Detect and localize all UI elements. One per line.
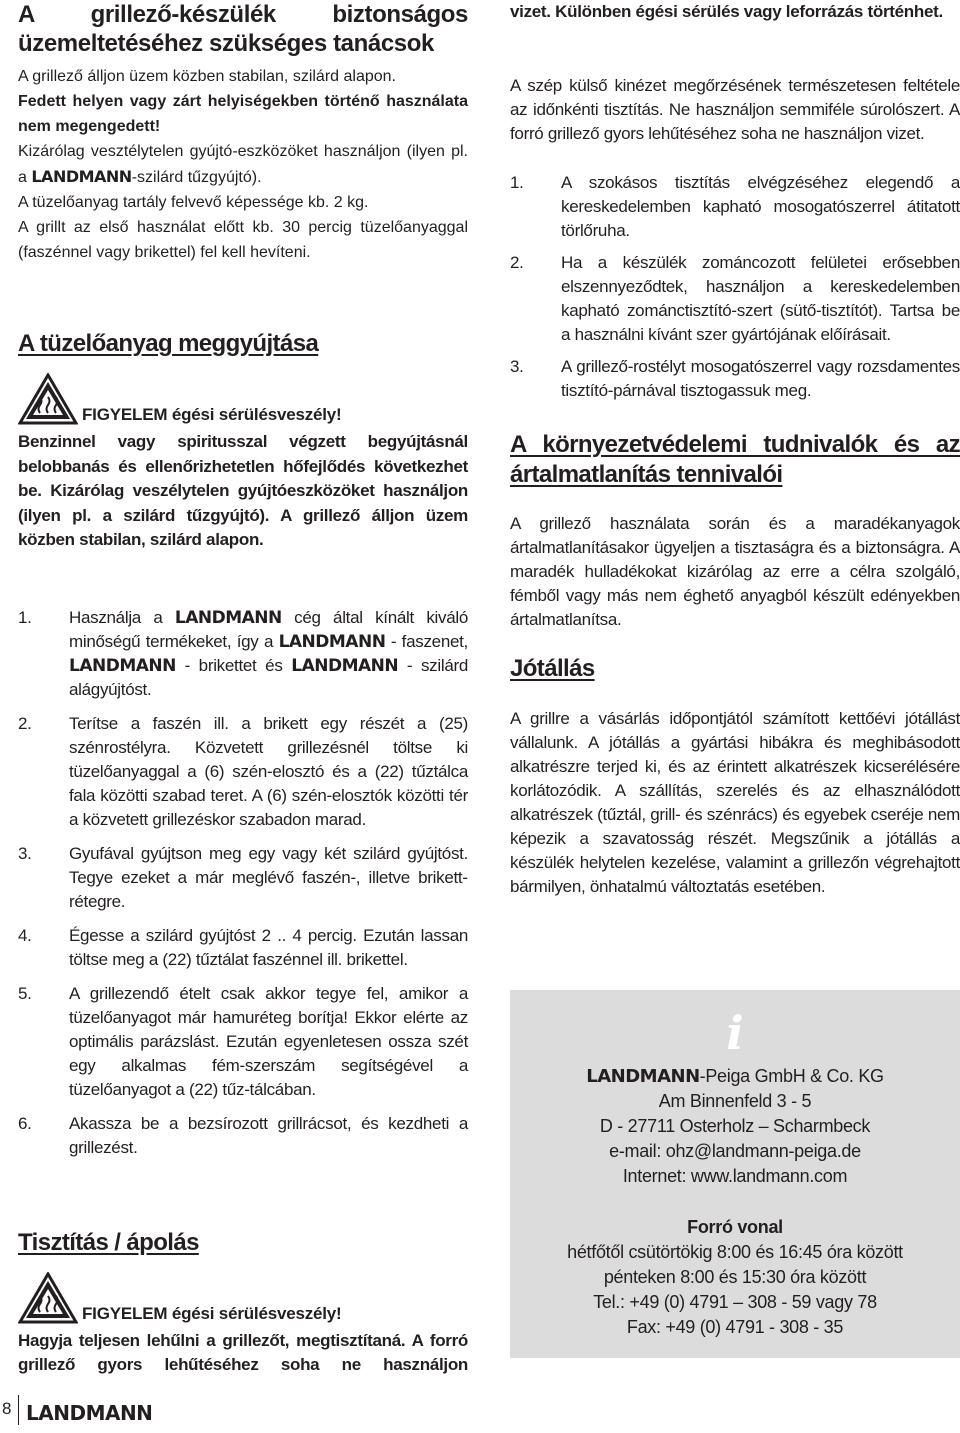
intro-line: A tüzelőanyag tartály felvevő képessége kb. 2 kg. [18,194,369,211]
warranty-heading: Jótállás [510,655,595,682]
address-street: Am Binnenfeld 3 - 5 [658,1091,812,1111]
warranty-text: A grillre a vásárlás időpontjától számított kettőévi jótállást vállalunk. A jótállás a gyártási hibákra és meghibásodott alkatrészre terjed ki, és az érintett alkatrészek kicserélésére korlátozódik. A szállítás, szerelés és az elhasználódott alkatrészek (tűztál, grill- és szénrács) és egyebek cseréje nem képezik a szavatosság részét. Megszűnik a jótállás a készülék helytelen kezelése, valamint a grillezőn végrehajtott bármilyen, önhatalmú változtatás esetében. [510,709,960,896]
list-item: 6. Akassza be a bezsírozott grillrácsot, és kezdheti a grillezést. [18,1114,468,1157]
care-steps [510,171,960,403]
warning-text-continued: vizet. Különben égési sérülés vagy leforrázás történhet. [510,2,943,21]
address-city: D - 27711 Osterholz – Scharmbeck [599,1116,871,1136]
warning-text: Benzinnel vagy spiritusszal végzett begyújtásnál belobbanás és ellenőrizhetetlen hőfejlődés következhet be. Kizárólag veszélytelen gyújtóeszközöket használjon (ilyen pl. a szilárd tűzgyújtó). A grillező álljon üzem közben stabilan, szilárd alapon. [18,432,468,549]
list-item: 5. A grillezendő ételt csak akkor tegye fel, amikor a tüzelőanyagot már hamuréteg borítja! Ekkor elérte az optimális parázslást. Ezután egyenletesen ossza szét egy alkalmas fém-szerszám segítségével a tüzelőanyagot a (22) tűz-tálcában. [18,984,468,1099]
hotline-hours: hétfőtől csütörtökig 8:00 és 16:45 óra között [567,1242,903,1262]
list-item: 3. A grillező-rostélyt mosogatószerrel vagy rozsdamentes tisztító-párnával tisztogassuk meg. [510,357,960,400]
section-heading-cleaning: Tisztítás / ápolás [18,1229,199,1256]
list-item: 1. Használja a LANDMANN cég által kínált kiváló minőségű termékeket, így a LANDMANN - faszenet, LANDMANN - brikettet és LANDMANN - szilárd alágyújtóst. [18,608,468,699]
env-text: A grillező használata során és a maradékanyagok ártalmatlanításakor ügyeljen a tisztaságra és a biztonságra. A maradék hulladékokat kizárólag az erre a célra szolgáló, fémből vagy más nem éghető anyagból készült edényekben ártalmatlanítsa. [510,514,960,629]
contact-box [510,990,960,1358]
env-heading: A környezetvédelemi tudnivalók és az ártalmatlanítás tennivalói [510,431,960,488]
list-item: 4. Égesse a szilárd gyújtóst 2 .. 4 percig. Ezután lassan töltse meg a (22) tűztálat faszénnel ill. brikettel. [18,926,468,969]
ignition-steps [18,606,468,1160]
care-intro: A szép külső kinézet megőrzésének természetesen feltétele az időnkénti tisztítás. Ne használjon semmiféle súrolószert. A forró grillező gyors lehűtéséhez soha ne használjon vizet. [510,76,960,143]
company-name: LANDMANN-Peiga GmbH & Co. KG [586,1066,884,1087]
footer-divider [18,1395,19,1425]
intro-line: Kizárólag vesztélytelen gyújtó-eszközöket használjon (ilyen pl. a LANDMANN-szilárd tűzgyújtó). [18,143,468,186]
info-icon: i [726,1006,744,1060]
hotline-fax: Fax: +49 (0) 4791 - 308 - 35 [626,1317,844,1337]
intro-line: Fedett helyen vagy zárt helyiségekben történő használata nem megengedett! [18,93,468,135]
hotline-title: Forró vonal [687,1217,783,1237]
hot-surface-warning-icon [18,1272,78,1324]
intro-line: A grillező álljon üzem közben stabilan, szilárd alapon. [18,68,396,85]
list-item: 1. A szokásos tisztítás elvégzéséhez elegendő a kereskedelemben kapható mosogatószerrel átitatott törlőruha. [510,173,960,240]
section-heading-ignition: A tüzelőanyag meggyújtása [18,330,319,357]
hotline-hours: pénteken 8:00 és 15:30 óra között [603,1267,867,1287]
warning-label: FIGYELEM égési sérülésveszély! [82,1304,342,1323]
hotline-tel: Tel.: +49 (0) 4791 – 308 - 59 vagy 78 [593,1292,877,1312]
warning-text: Hagyja teljesen lehűlni a grillezőt, megtisztítaná. A forró grillező gyors lehűtéséhez soha ne használjon [18,1331,468,1374]
list-item: 2. Terítse a faszén ill. a brikett egy részét a (25) szénrostélyra. Közvetett grillezésnél töltse ki tüzelőanyaggal a (6) szén-elosztó és a (22) tűztálca fala közötti szabad teret. A (6) szén-elosztók közötti tér a közvetett grillezéskor szabadon marad. [18,714,468,829]
intro-line: A grillt az első használat előtt kb. 30 percig tüzelőanyaggal (faszénnel vagy brikettel) fel kell hevíteni. [18,219,468,261]
landmann-logo: LANDMANN [26,1401,153,1425]
list-item: 2. Ha a készülék zománcozott felületei erősebben elszennyeződtek, használjon a kereskedelemben kapható zománctisztító-szert (sütő-tisztítót). Tartsa be a használni kívánt szer gyártójának előírásait. [510,253,960,344]
intro-block [18,64,468,265]
page-title: A grillező-készülék biztonságos üzemeltetéséhez szükséges tanácsok [18,1,468,57]
contact-web: Internet: www.landmann.com [622,1166,848,1186]
warning-label: FIGYELEM égési sérülésveszély! [82,405,342,424]
page-number: 8 [2,1399,12,1418]
list-item: 3. Gyufával gyújtson meg egy vagy két szilárd gyújtóst. Tegye ezeket a már meglévő faszén-, illetve brikettrétegre. [18,844,468,911]
contact-email: e-mail: ohz@landmann-peiga.de [609,1141,861,1161]
hot-surface-warning-icon [18,373,78,425]
brand-mark: LANDMANN [31,167,132,186]
